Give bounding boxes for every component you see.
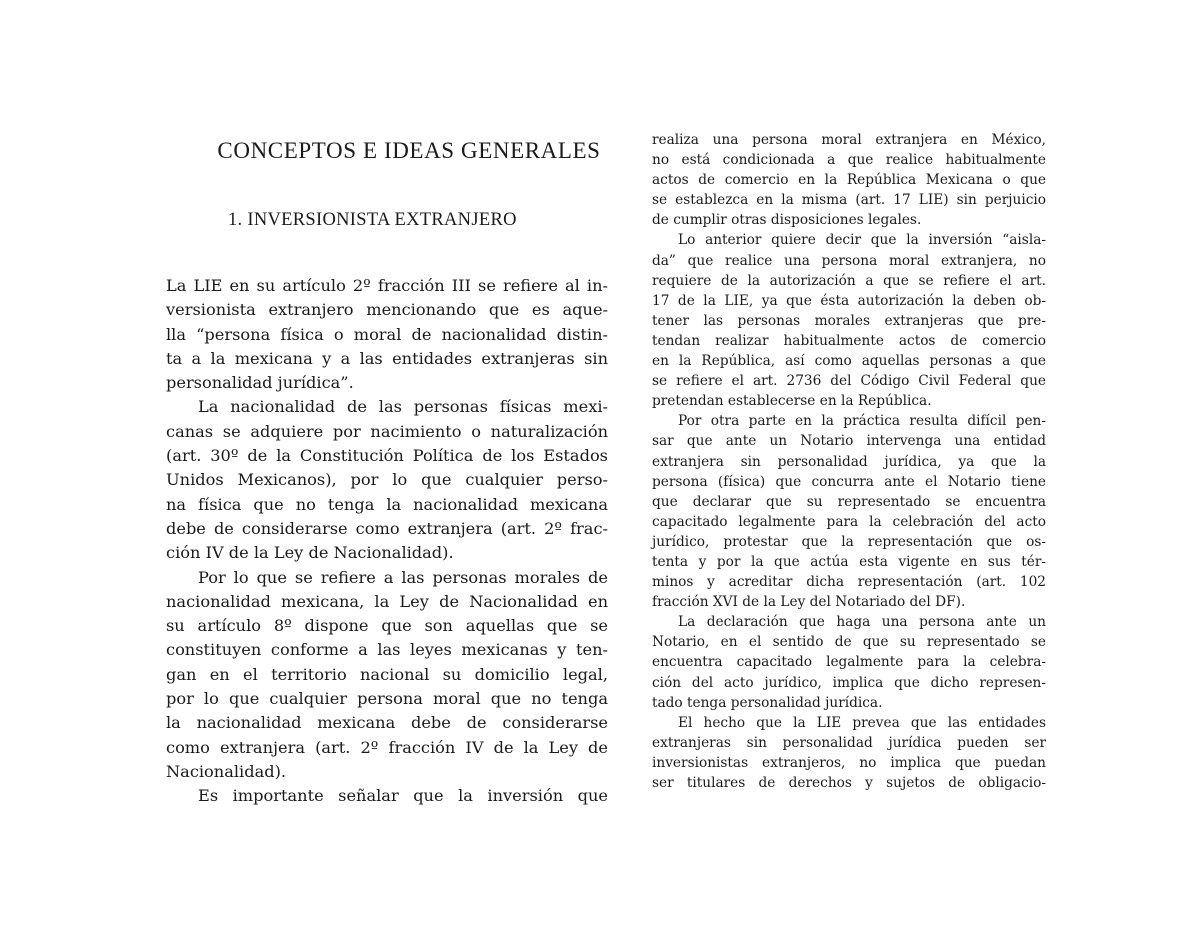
text-line: ser titulares de derechos y sujetos de obligacio- [652,775,1046,791]
text-line: su artículo 8º dispone que son aquellas que se [166,616,608,636]
text-line: como extranjera (art. 2º fracción IV de la Ley de [166,737,608,757]
right-column [652,130,1046,793]
text-line: Unidos Mexicanos), por lo que cualquier perso- [166,470,608,490]
text-line: Por otra parte en la práctica resulta difícil pen- [678,413,1046,430]
text-line: encuentra capacitado legalmente para la celebra- [652,654,1046,671]
text-line: de cumplir otras disposiciones legales. [652,212,922,229]
text-line: Es importante señalar que la inversión que [198,786,608,806]
chapter-title: CONCEPTOS E IDEAS GENERALES [217,138,601,163]
text-line: actos de comercio en la República Mexicana o que [652,172,1046,189]
text-line: se establezca en la misma (art. 17 LIE) sin perjuicio [652,192,1046,209]
text-line: constituyen conforme a las leyes mexicanas y ten- [166,640,608,660]
text-line: tendan realizar habitualmente actos de comercio [652,332,1046,349]
text-line: Lo anterior quiere decir que la inversión “aisla- [678,232,1046,249]
text-line: ción IV de la Ley de Nacionalidad). [166,543,454,563]
text-line: inversionistas extranjeros, no implica que puedan [652,754,1046,771]
text-line: da” que realice una persona moral extranjera, no [652,252,1046,269]
text-line: personalidad jurídica”. [166,373,354,393]
text-line: El hecho que la LIE prevea que las entidades [678,714,1046,731]
text-line: versionista extranjero mencionando que es aque- [166,300,608,320]
text-line: persona (física) que concurra ante el Notario tiene [652,473,1046,490]
text-line: La nacionalidad de las personas físicas mexi- [198,397,608,417]
text-line: 17 de la LIE, ya que ésta autorización la deben ob- [652,292,1046,309]
text-line: pretendan establecerse en la República. [652,393,932,410]
text-line: en la República, así como aquellas personas a que [652,353,1046,370]
text-line: fracción XVI de la Ley del Notariado del DF). [652,594,966,611]
text-line: se refiere el art. 2736 del Código Civil Federal que [652,373,1046,390]
text-line: gan en el territorio nacional su domicilio legal, [166,664,608,684]
text-line: ción del acto jurídico, implica que dicho represen- [652,674,1046,691]
text-line: la nacionalidad mexicana debe de considerarse [166,713,608,733]
text-line: tado tenga personalidad jurídica. [652,694,883,711]
text-line: debe de considerarse como extranjera (art. 2º frac- [166,518,608,538]
text-line: canas se adquiere por nacimiento o naturalización [166,421,608,441]
text-line: na física que no tenga la nacionalidad mexicana [166,494,608,514]
text-line: (art. 30º de la Constitución Política de los Estados [166,446,608,466]
text-line: minos y acreditar dicha representación (art. 102 [652,574,1046,591]
text-line: capacitado legalmente para la celebración del acto [652,513,1046,530]
text-line: que declarar que su representado se encuentra [652,493,1046,510]
text-line: La declaración que haga una persona ante un [678,614,1046,631]
left-body-text [166,274,608,809]
text-line: La LIE en su artículo 2º fracción III se refiere al in- [166,276,608,295]
text-line: Notario, en el sentido de que su representado se [652,634,1046,651]
text-line: sar que ante un Notario intervenga una entidad [652,433,1046,450]
text-line: extranjera sin personalidad jurídica, ya que la [652,453,1046,470]
text-line: por lo que cualquier persona moral que no tenga [166,689,608,709]
text-line: Por lo que se refiere a las personas morales de [198,567,608,587]
text-line: tenta y por la que actúa esta vigente en sus tér- [652,553,1046,570]
text-line: ta a la mexicana y a las entidades extranjeras sin [166,348,608,368]
text-line: realiza una persona moral extranjera en México, [652,132,1046,148]
left-column [166,138,608,806]
text-line: no está condicionada a que realice habitualmente [652,152,1046,169]
text-line: tener las personas morales extranjeras que pre- [652,312,1046,329]
text-line: Nacionalidad). [166,761,287,781]
section-title: 1. INVERSIONISTA EXTRANJERO [228,210,517,230]
text-line: extranjeras sin personalidad jurídica pueden ser [652,734,1046,751]
text-line: lla “persona física o moral de nacionalidad distin- [166,324,608,344]
text-line: requiere de la autorización a que se refiere el art. [652,272,1046,289]
text-line: jurídico, protestar que la representación que os- [652,533,1046,550]
text-line: nacionalidad mexicana, la Ley de Nacionalidad en [166,591,608,611]
